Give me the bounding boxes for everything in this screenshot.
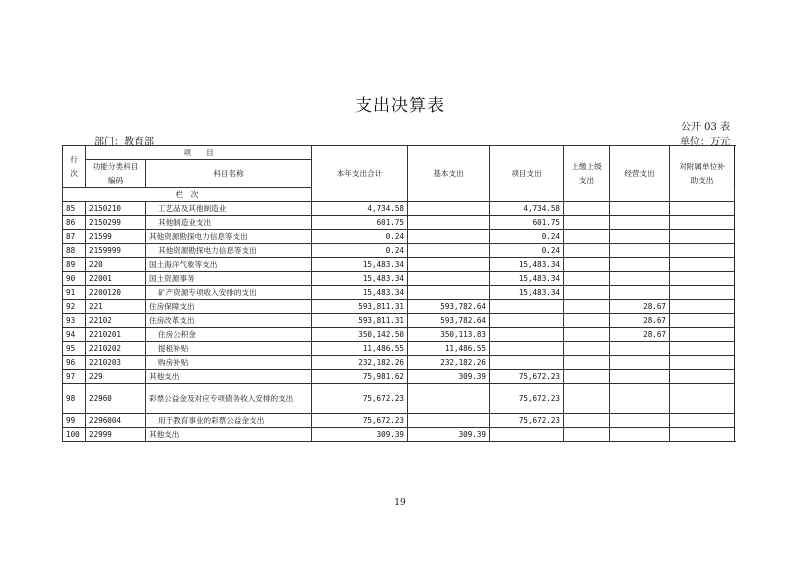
function-code: 221 — [86, 300, 146, 314]
page-title: 支出决算表 — [355, 96, 445, 116]
function-code: 2150299 — [86, 216, 146, 230]
table-row — [63, 300, 735, 314]
subsidy-amount — [670, 216, 735, 230]
table-row — [63, 328, 735, 342]
table-row — [63, 370, 735, 384]
business-amount — [610, 202, 670, 216]
subsidy-amount — [670, 384, 735, 414]
function-code: 22001 — [86, 272, 146, 286]
header-basic: 基本支出 — [408, 146, 490, 202]
basic-amount — [408, 414, 490, 428]
project-amount: 0.24 — [490, 230, 564, 244]
table-row — [63, 230, 735, 244]
subject-name: 国土资源事务 — [146, 272, 312, 286]
upper-amount — [564, 370, 610, 384]
project-amount: 15,483.34 — [490, 286, 564, 300]
business-amount — [610, 258, 670, 272]
basic-amount — [408, 230, 490, 244]
row-number: 99 — [63, 414, 86, 428]
row-number: 85 — [63, 202, 86, 216]
table-row — [63, 258, 735, 272]
business-amount — [610, 414, 670, 428]
total-amount: 11,486.55 — [312, 342, 408, 356]
subsidy-amount — [670, 314, 735, 328]
upper-amount — [564, 300, 610, 314]
row-number: 88 — [63, 244, 86, 258]
basic-amount: 350,113.83 — [408, 328, 490, 342]
table-row — [63, 244, 735, 258]
business-amount — [610, 272, 670, 286]
business-amount — [610, 230, 670, 244]
header-row-no: 行次 — [63, 146, 86, 188]
table-row — [63, 356, 735, 370]
upper-amount — [564, 414, 610, 428]
row-number: 96 — [63, 356, 86, 370]
header-column-label: 栏 次 — [63, 188, 312, 202]
row-number: 91 — [63, 286, 86, 300]
form-number: 公开 03 表 — [680, 122, 730, 133]
upper-amount — [564, 328, 610, 342]
subsidy-amount — [670, 342, 735, 356]
subsidy-amount — [670, 414, 735, 428]
subsidy-amount — [670, 230, 735, 244]
table-row — [63, 342, 735, 356]
function-code: 2159999 — [86, 244, 146, 258]
subsidy-amount — [670, 272, 735, 286]
upper-amount — [564, 342, 610, 356]
upper-amount — [564, 202, 610, 216]
total-amount: 15,483.34 — [312, 286, 408, 300]
function-code: 2210203 — [86, 356, 146, 370]
basic-amount: 232,182.26 — [408, 356, 490, 370]
basic-amount — [408, 216, 490, 230]
row-number: 92 — [63, 300, 86, 314]
basic-amount: 309.39 — [408, 370, 490, 384]
row-number: 97 — [63, 370, 86, 384]
subsidy-amount — [670, 300, 735, 314]
subject-name: 国土海洋气象等支出 — [146, 258, 312, 272]
table-row — [63, 216, 735, 230]
basic-amount — [408, 272, 490, 286]
total-amount: 309.39 — [312, 428, 408, 442]
subsidy-amount — [670, 328, 735, 342]
upper-amount — [564, 286, 610, 300]
header-business: 经营支出 — [610, 146, 670, 202]
function-code: 229 — [86, 370, 146, 384]
header-project: 项 目 — [86, 146, 312, 160]
upper-amount — [564, 230, 610, 244]
basic-amount: 309.39 — [408, 428, 490, 442]
table-row — [63, 384, 735, 414]
function-code: 22960 — [86, 384, 146, 414]
project-amount — [490, 342, 564, 356]
page-number: 19 — [394, 498, 406, 508]
function-code: 2210202 — [86, 342, 146, 356]
header-upper: 上缴上级支出 — [564, 146, 610, 202]
row-number: 100 — [63, 428, 86, 442]
basic-amount — [408, 244, 490, 258]
project-amount — [490, 428, 564, 442]
subject-name: 矿产资源专项收入安排的支出 — [146, 286, 312, 300]
subject-name: 彩票公益金及对应专项债务收入安排的支出 — [146, 384, 312, 414]
table-row — [63, 414, 735, 428]
total-amount: 593,811.31 — [312, 314, 408, 328]
function-code: 220 — [86, 258, 146, 272]
business-amount — [610, 286, 670, 300]
header-subsidy: 对附属单位补助支出 — [670, 146, 735, 202]
total-amount: 0.24 — [312, 244, 408, 258]
subsidy-amount — [670, 286, 735, 300]
row-number: 90 — [63, 272, 86, 286]
row-number: 87 — [63, 230, 86, 244]
project-amount — [490, 356, 564, 370]
basic-amount: 11,486.55 — [408, 342, 490, 356]
basic-amount — [408, 384, 490, 414]
subject-name: 其他支出 — [146, 428, 312, 442]
row-number: 86 — [63, 216, 86, 230]
business-amount — [610, 428, 670, 442]
subject-name: 购房补贴 — [146, 356, 312, 370]
basic-amount — [408, 286, 490, 300]
project-amount — [490, 328, 564, 342]
subject-name: 其他制造业支出 — [146, 216, 312, 230]
total-amount: 232,182.26 — [312, 356, 408, 370]
upper-amount — [564, 272, 610, 286]
project-amount: 4,734.58 — [490, 202, 564, 216]
upper-amount — [564, 384, 610, 414]
header-code: 功能分类科目编码 — [86, 160, 146, 188]
subsidy-amount — [670, 244, 735, 258]
subject-name: 用于教育事业的彩票公益金支出 — [146, 414, 312, 428]
total-amount: 601.75 — [312, 216, 408, 230]
basic-amount — [408, 258, 490, 272]
department-label: 部门：教育部 — [94, 137, 154, 148]
subject-name: 其他支出 — [146, 370, 312, 384]
project-amount: 0.24 — [490, 244, 564, 258]
upper-amount — [564, 216, 610, 230]
upper-amount — [564, 428, 610, 442]
total-amount: 4,734.58 — [312, 202, 408, 216]
project-amount: 75,672.23 — [490, 414, 564, 428]
table-body — [63, 146, 735, 442]
subsidy-amount — [670, 258, 735, 272]
function-code: 21599 — [86, 230, 146, 244]
unit-label: 单位：万元 — [680, 137, 730, 148]
total-amount: 15,483.34 — [312, 258, 408, 272]
total-amount: 0.24 — [312, 230, 408, 244]
row-number: 98 — [63, 384, 86, 414]
table-row — [63, 286, 735, 300]
subject-name: 工艺品及其他制造业 — [146, 202, 312, 216]
upper-amount — [564, 356, 610, 370]
function-code: 2210201 — [86, 328, 146, 342]
business-amount: 28.67 — [610, 314, 670, 328]
row-number: 94 — [63, 328, 86, 342]
upper-amount — [564, 258, 610, 272]
total-amount: 15,483.34 — [312, 272, 408, 286]
subsidy-amount — [670, 356, 735, 370]
subject-name: 其他资源勘探电力信息等支出 — [146, 230, 312, 244]
subject-name: 住房公积金 — [146, 328, 312, 342]
header-name: 科目名称 — [146, 160, 312, 188]
subject-name: 其他资源勘探电力信息等支出 — [146, 244, 312, 258]
row-number: 95 — [63, 342, 86, 356]
project-amount: 15,483.34 — [490, 272, 564, 286]
expenditure-table — [62, 145, 735, 442]
subsidy-amount — [670, 370, 735, 384]
function-code: 2296004 — [86, 414, 146, 428]
subsidy-amount — [670, 428, 735, 442]
project-amount: 75,672.23 — [490, 384, 564, 414]
subject-name: 提租补贴 — [146, 342, 312, 356]
project-amount: 15,483.34 — [490, 258, 564, 272]
total-amount: 593,811.31 — [312, 300, 408, 314]
subsidy-amount — [670, 202, 735, 216]
row-number: 89 — [63, 258, 86, 272]
function-code: 2150210 — [86, 202, 146, 216]
table-row — [63, 428, 735, 442]
business-amount — [610, 370, 670, 384]
business-amount — [610, 356, 670, 370]
table-row — [63, 314, 735, 328]
business-amount — [610, 342, 670, 356]
function-code: 2200120 — [86, 286, 146, 300]
subject-name: 住房改革支出 — [146, 314, 312, 328]
table-row — [63, 272, 735, 286]
upper-amount — [564, 314, 610, 328]
business-amount — [610, 384, 670, 414]
header-project-expenditure: 项目支出 — [490, 146, 564, 202]
total-amount: 75,672.23 — [312, 414, 408, 428]
project-amount — [490, 314, 564, 328]
project-amount: 75,672.23 — [490, 370, 564, 384]
total-amount: 75,672.23 — [312, 384, 408, 414]
total-amount: 75,981.62 — [312, 370, 408, 384]
upper-amount — [564, 244, 610, 258]
business-amount — [610, 244, 670, 258]
project-amount: 601.75 — [490, 216, 564, 230]
business-amount — [610, 216, 670, 230]
project-amount — [490, 300, 564, 314]
business-amount: 28.67 — [610, 328, 670, 342]
subject-name: 住房保障支出 — [146, 300, 312, 314]
row-number: 93 — [63, 314, 86, 328]
total-amount: 350,142.50 — [312, 328, 408, 342]
business-amount: 28.67 — [610, 300, 670, 314]
basic-amount — [408, 202, 490, 216]
function-code: 22102 — [86, 314, 146, 328]
table-row — [63, 202, 735, 216]
basic-amount: 593,782.64 — [408, 314, 490, 328]
function-code: 22999 — [86, 428, 146, 442]
basic-amount: 593,782.64 — [408, 300, 490, 314]
header-total: 本年支出合计 — [312, 146, 408, 202]
